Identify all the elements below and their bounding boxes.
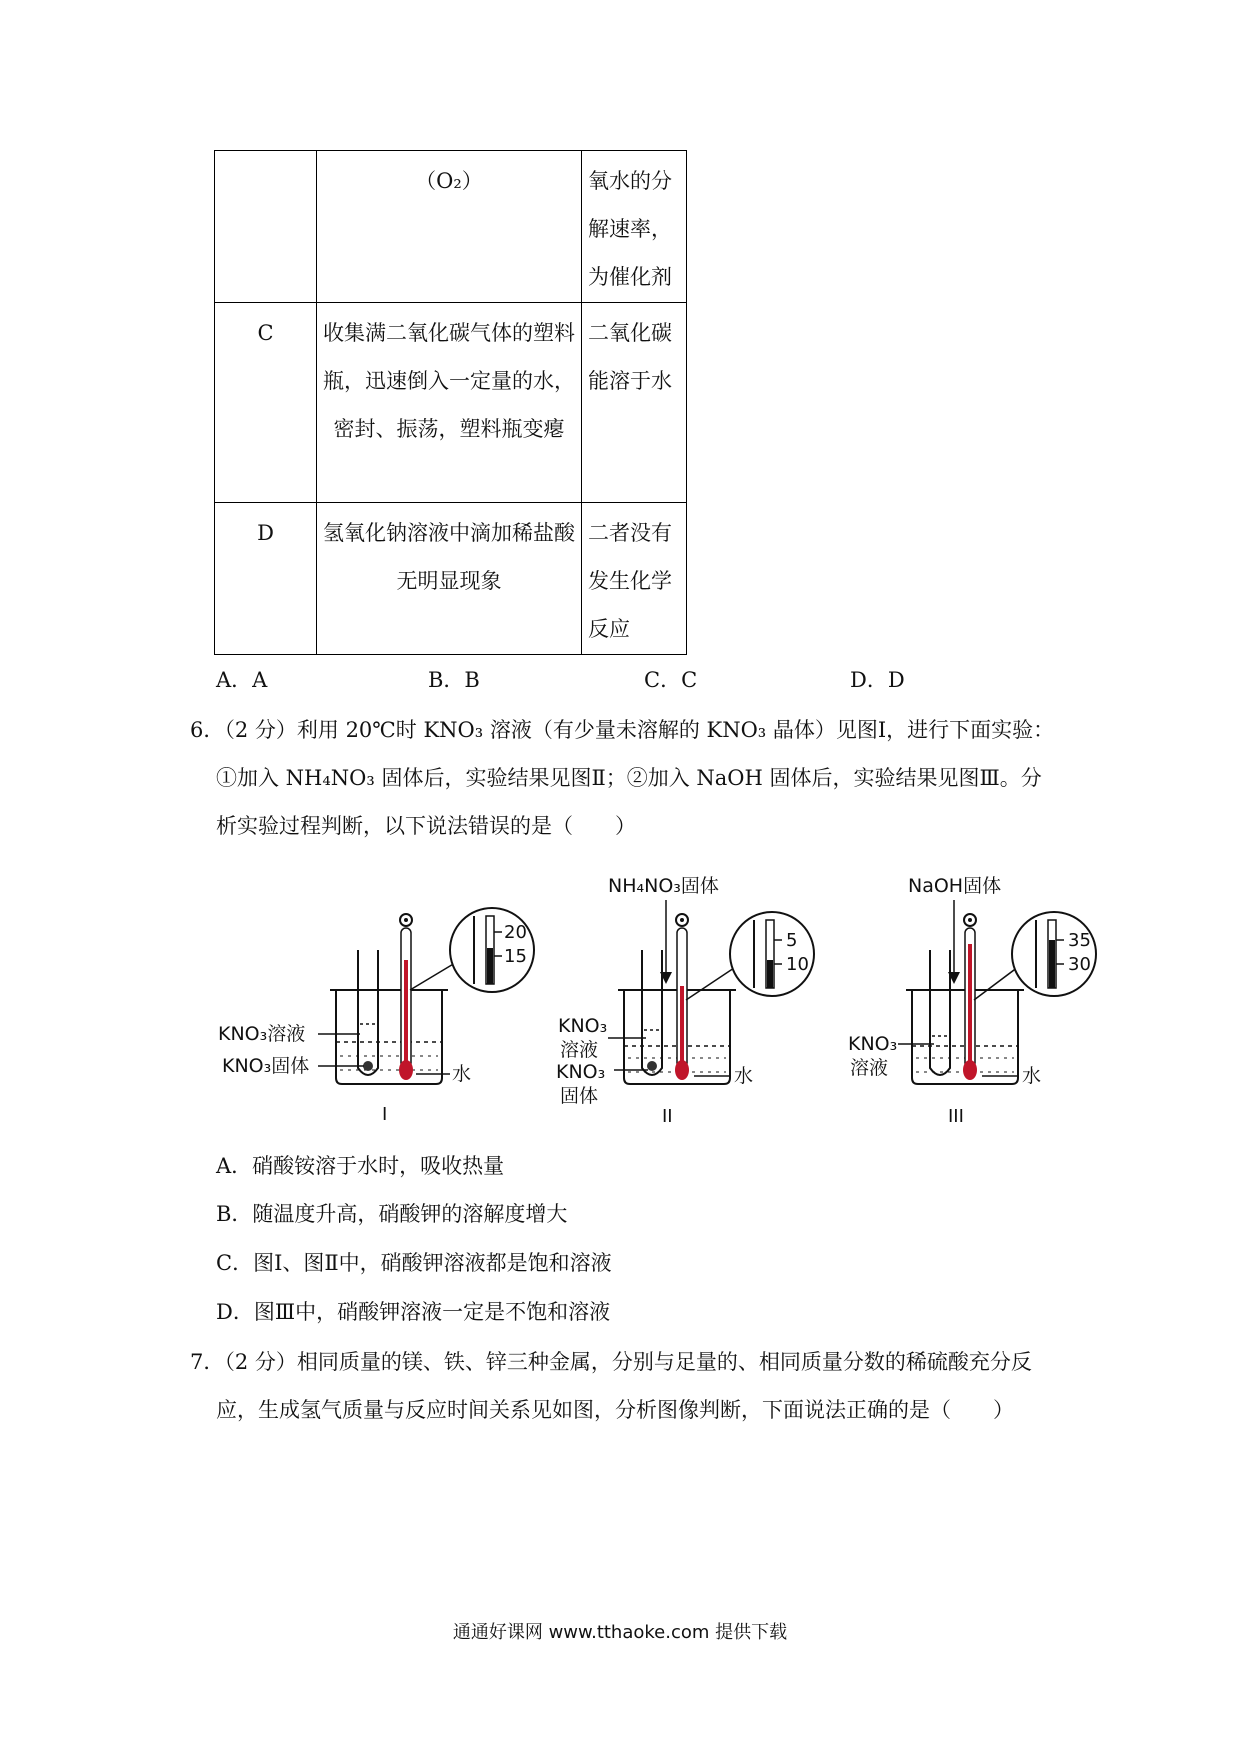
label-1-solution: KNO₃溶液 <box>218 1023 306 1045</box>
label-1-water: 水 <box>452 1063 472 1085</box>
experiment-cell: （O₂） <box>317 151 582 303</box>
scale-2-top: 5 <box>786 930 798 951</box>
choice-d[interactable]: D．D <box>850 668 905 692</box>
choice-a[interactable]: A．A <box>216 668 268 692</box>
conclusion-cell: 氧水的分解速率，为催化剂 <box>582 151 687 303</box>
label-2-solid-a: KNO₃ <box>556 1061 606 1083</box>
q7-stem-line1: 7．（2 分）相同质量的镁、铁、锌三种金属，分别与足量的、相同质量分数的稀硫酸充分反 <box>190 1350 1032 1374</box>
scale-1-bottom: 15 <box>504 946 527 967</box>
test-tube-2 <box>642 950 662 1075</box>
table-row <box>215 303 687 503</box>
panel-3 <box>848 875 1096 1127</box>
q6-option-d[interactable]: D．图Ⅲ中，硝酸钾溶液一定是不饱和溶液 <box>216 1300 611 1324</box>
option-cell <box>215 151 317 303</box>
q6-option-b[interactable]: B．随温度升高，硝酸钾的溶解度增大 <box>216 1202 568 1226</box>
panel-1 <box>218 908 534 1125</box>
option-cell: D <box>215 503 317 655</box>
conclusion-cell: 二者没有发生化学反应 <box>582 503 687 655</box>
panel-3-label: III <box>948 1106 964 1127</box>
option-cell: C <box>215 303 317 503</box>
crystal-1 <box>363 1061 373 1071</box>
label-3-added: NaOH固体 <box>908 875 1002 897</box>
label-3-solution-b: 溶液 <box>850 1057 889 1079</box>
label-3-solution-a: KNO₃ <box>848 1033 898 1055</box>
q6-stem-line2: ①加入 NH₄NO₃ 固体后，实验结果见图Ⅱ；②加入 NaOH 固体后，实验结果见图Ⅲ。分 <box>216 766 1042 790</box>
experiment-figure <box>210 860 1130 1140</box>
choice-b[interactable]: B．B <box>428 668 480 692</box>
table-row <box>215 151 687 303</box>
q6-stem-line3: 析实验过程判断，以下说法错误的是（ ） <box>216 814 636 838</box>
label-2-solution-b: 溶液 <box>560 1039 599 1061</box>
q6-option-c[interactable]: C．图Ⅰ、图Ⅱ中，硝酸钾溶液都是饱和溶液 <box>216 1251 612 1275</box>
label-1-solid: KNO₃固体 <box>222 1055 310 1077</box>
scale-3-top: 35 <box>1068 930 1091 951</box>
scale-2-bottom: 10 <box>786 954 809 975</box>
label-2-added: NH₄NO₃固体 <box>608 875 719 897</box>
test-tube-3 <box>930 950 950 1075</box>
q7-stem-line2: 应，生成氢气质量与反应时间关系见如图，分析图像判断，下面说法正确的是（ ） <box>216 1398 1014 1422</box>
table-row <box>215 503 687 655</box>
options-table <box>214 150 687 655</box>
panel-2-label: II <box>662 1106 673 1127</box>
q6-option-a[interactable]: A．硝酸铵溶于水时，吸收热量 <box>216 1154 505 1178</box>
label-3-water: 水 <box>1022 1065 1042 1087</box>
label-2-water: 水 <box>734 1065 754 1087</box>
panel-1-label: I <box>382 1104 388 1125</box>
footer-credit: 通通好课网 www.tthaoke.com 提供下载 <box>452 1622 788 1643</box>
experiment-cell: 收集满二氧化碳气体的塑料瓶，迅速倒入一定量的水，密封、振荡，塑料瓶变瘪 <box>317 303 582 503</box>
label-2-solid-b: 固体 <box>560 1085 599 1107</box>
experiment-cell: 氢氧化钠溶液中滴加稀盐酸无明显现象 <box>317 503 582 655</box>
q6-stem-line1: 6．（2 分）利用 20℃时 KNO₃ 溶液（有少量未溶解的 KNO₃ 晶体）见图Ⅰ，进行下面实验： <box>190 718 1055 742</box>
scale-3-bottom: 30 <box>1068 954 1091 975</box>
conclusion-cell: 二氧化碳能溶于水 <box>582 303 687 503</box>
panel-2 <box>556 875 814 1127</box>
scale-1-top: 20 <box>504 922 527 943</box>
choice-c[interactable]: C．C <box>644 668 698 692</box>
label-2-solution-a: KNO₃ <box>558 1015 608 1037</box>
